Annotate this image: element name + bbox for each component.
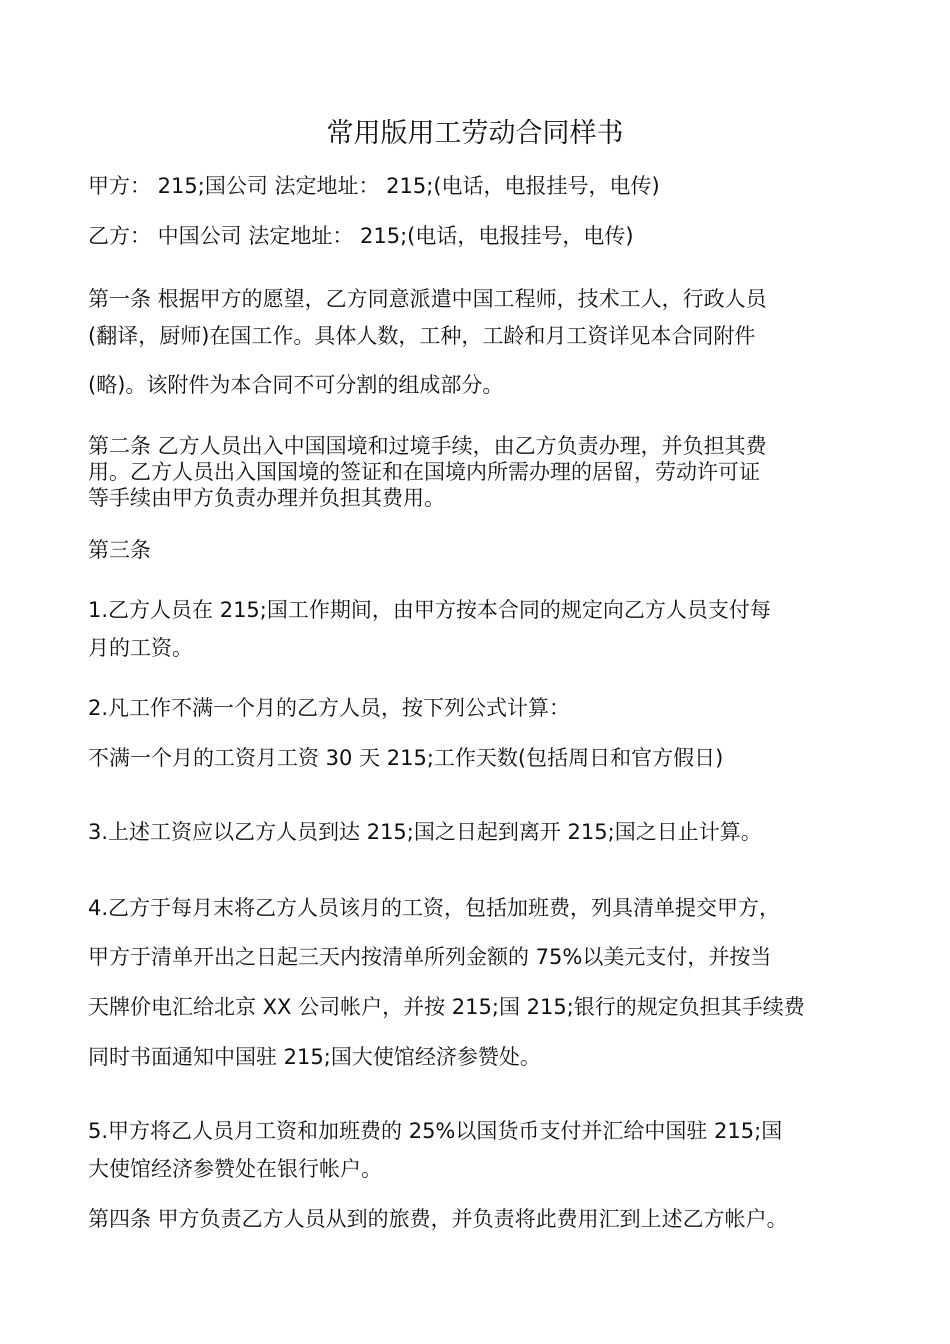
article-1-line-2: (翻译，厨师)在国工作。具体人数，工种，工龄和月工资详见本合同附件 xyxy=(88,324,756,348)
article-2-line-2: 用。乙方人员出入国国境的签证和在国境内所需办理的居留，劳动许可证 xyxy=(88,460,760,484)
article-2-line-3: 等手续由甲方负责办理并负担其费用。 xyxy=(88,486,445,510)
party-a: 甲方： 215;国公司 法定地址： 215;(电话，电报挂号，电传) xyxy=(88,174,660,198)
article-4: 第四条 甲方负责乙方人员从到的旅费，并负责将此费用汇到上述乙方帐户。 xyxy=(88,1207,788,1231)
article-1-line-1: 第一条 根据甲方的愿望，乙方同意派遣中国工程师，技术工人，行政人员 xyxy=(88,287,767,311)
item-2: 2.凡工作不满一个月的乙方人员，按下列公式计算： xyxy=(88,696,571,720)
item-4-line-3: 天牌价电汇给北京 XX 公司帐户，并按 215;国 215;银行的规定负担其手续费 xyxy=(88,995,805,1019)
item-3: 3.上述工资应以乙方人员到达 215;国之日起到离开 215;国之日止计算。 xyxy=(88,820,762,844)
article-2-line-1: 第二条 乙方人员出入中国国境和过境手续，由乙方负责办理，并负担其费 xyxy=(88,434,767,458)
item-1-line-1: 1.乙方人员在 215;国工作期间，由甲方按本合同的规定向乙方人员支付每 xyxy=(88,598,771,622)
item-4-line-1: 4.乙方于每月末将乙方人员该月的工资，包括加班费，列具清单提交甲方， xyxy=(88,896,781,920)
party-b: 乙方： 中国公司 法定地址： 215;(电话，电报挂号，电传) xyxy=(88,224,634,248)
item-1-line-2: 月的工资。 xyxy=(88,636,193,660)
item-4-line-4: 同时书面通知中国驻 215;国大使馆经济参赞处。 xyxy=(88,1045,541,1069)
article-1-line-3: (略)。该附件为本合同不可分割的组成部分。 xyxy=(88,373,504,397)
item-5-line-1: 5.甲方将乙人员月工资和加班费的 25%以国货币支付并汇给中国驻 215;国 xyxy=(88,1119,783,1143)
formula: 不满一个月的工资月工资 30 天 215;工作天数(包括周日和官方假日) xyxy=(88,746,724,770)
item-4-line-2: 甲方于清单开出之日起三天内按清单所列金额的 75%以美元支付，并按当 xyxy=(88,945,772,969)
document-title: 常用版用工劳动合同样书 xyxy=(326,118,624,149)
item-5-line-2: 大使馆经济参赞处在银行帐户。 xyxy=(88,1157,382,1181)
article-3-heading: 第三条 xyxy=(88,538,151,562)
